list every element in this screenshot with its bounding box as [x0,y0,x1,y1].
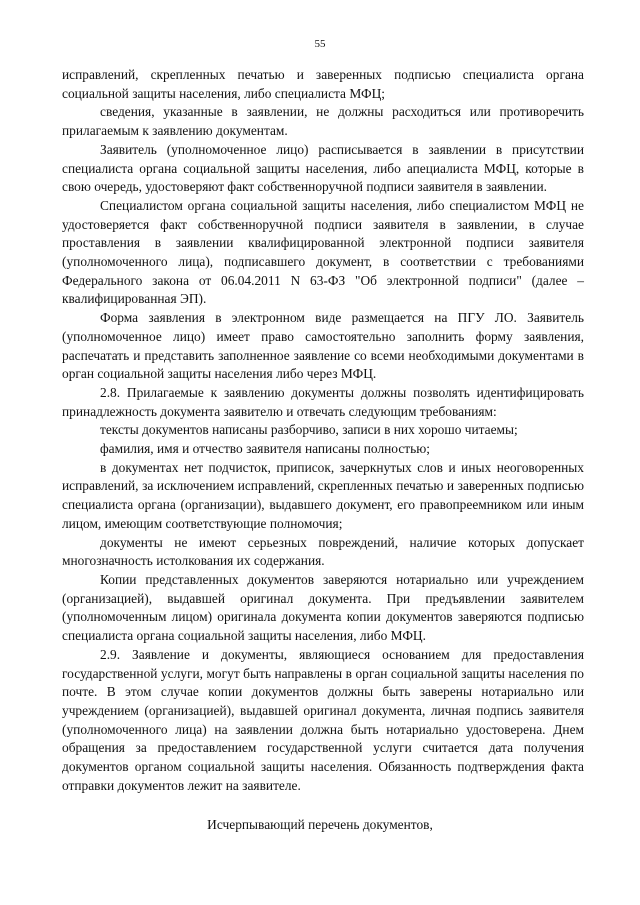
paragraph: сведения, указанные в заявлении, не должны расходиться или противоречить прилагаемым к заявлению документам. [62,104,584,139]
paragraph: исправлений, скрепленных печатью и заверенных подписью специалиста органа социальной защиты населения, либо специалиста МФЦ; [62,67,584,101]
list-item: документы не имеют серьезных повреждений, наличие которых допускает многозначность истолкования их содержания. [62,534,584,569]
list-item: фамилия, имя и отчество заявителя написаны полностью; [100,441,430,457]
list-item: в документах нет подчисток, приписок, зачеркнутых слов и иных неоговоренных исправлений, за исключением исправлений, скрепленных печатью и заверенных подписью специалиста органа (организации), выдавшего документ, его правопреемником или иным лицом, имеющим соответствующие полномочия; [62,459,584,531]
section-heading: Исчерпывающий перечень документов, [207,817,433,832]
paragraph: Форма заявления в электронном виде размещается на ПГУ ЛО. Заявитель (уполномоченное лицо) имеет право самостоятельно заполнить форму заявления, распечатать и представить заполненное заявление со всеми необходимыми документами в орган социальной защиты населения либо через МФЦ. [62,310,584,382]
paragraph: Заявитель (уполномоченное лицо) расписывается в заявлении в присутствии специалиста органа социальной защиты населения, либо апециалиста МФЦ, которые в свою очередь, удостоверяют факт собственноручной подписи заявителя в заявлении. [62,141,584,195]
list-item: тексты документов написаны разборчиво, записи в них хорошо читаемы; [100,422,518,438]
page-number: 55 [314,38,326,50]
paragraph: 2.8. Прилагаемые к заявлению документы должны позволять идентифицировать принадлежность документа заявителю и отвечать следующим требованиям: [62,384,584,419]
paragraph: 2.9. Заявление и документы, являющиеся основанием для предоставления государственной услуги, могут быть направлены в орган социальной защиты населения по почте. В этом случае копии документов должны быть заверены нотариально или учреждением (организацией), выдавшей оригинал документа, личная подпись заявителя (уполномоченного лица) на заявлении должна быть нотариально удостоверена. Днем обращения за предоставлением государственной услуги считается дата получения документов органом социальной защиты населения. Обязанность подтверждения факта отправки документов лежит на заявителе. [62,646,584,793]
paragraph: Специалистом органа социальной защиты населения, либо специалистом МФЦ не удостоверяется факт собственноручной подписи заявителя в заявлении, в случае проставления в заявлении квалифицированной электронной подписи заявителя (уполномоченного лица), подписавшего документ, в соответствии с требованиями Федерального закона от 06.04.2011 N 63-ФЗ "Об электронной подписи" (далее – квалифицированная ЭП). [62,197,584,307]
paragraph: Копии представленных документов заверяются нотариально или учреждением (организацией), выдавшей оригинал документа. При предъявлении заявителем (уполномоченным лицом) оригинала документа копии документов заверяются подписью специалиста органа социальной защиты населения, либо МФЦ. [62,571,584,644]
document-body [62,66,584,795]
